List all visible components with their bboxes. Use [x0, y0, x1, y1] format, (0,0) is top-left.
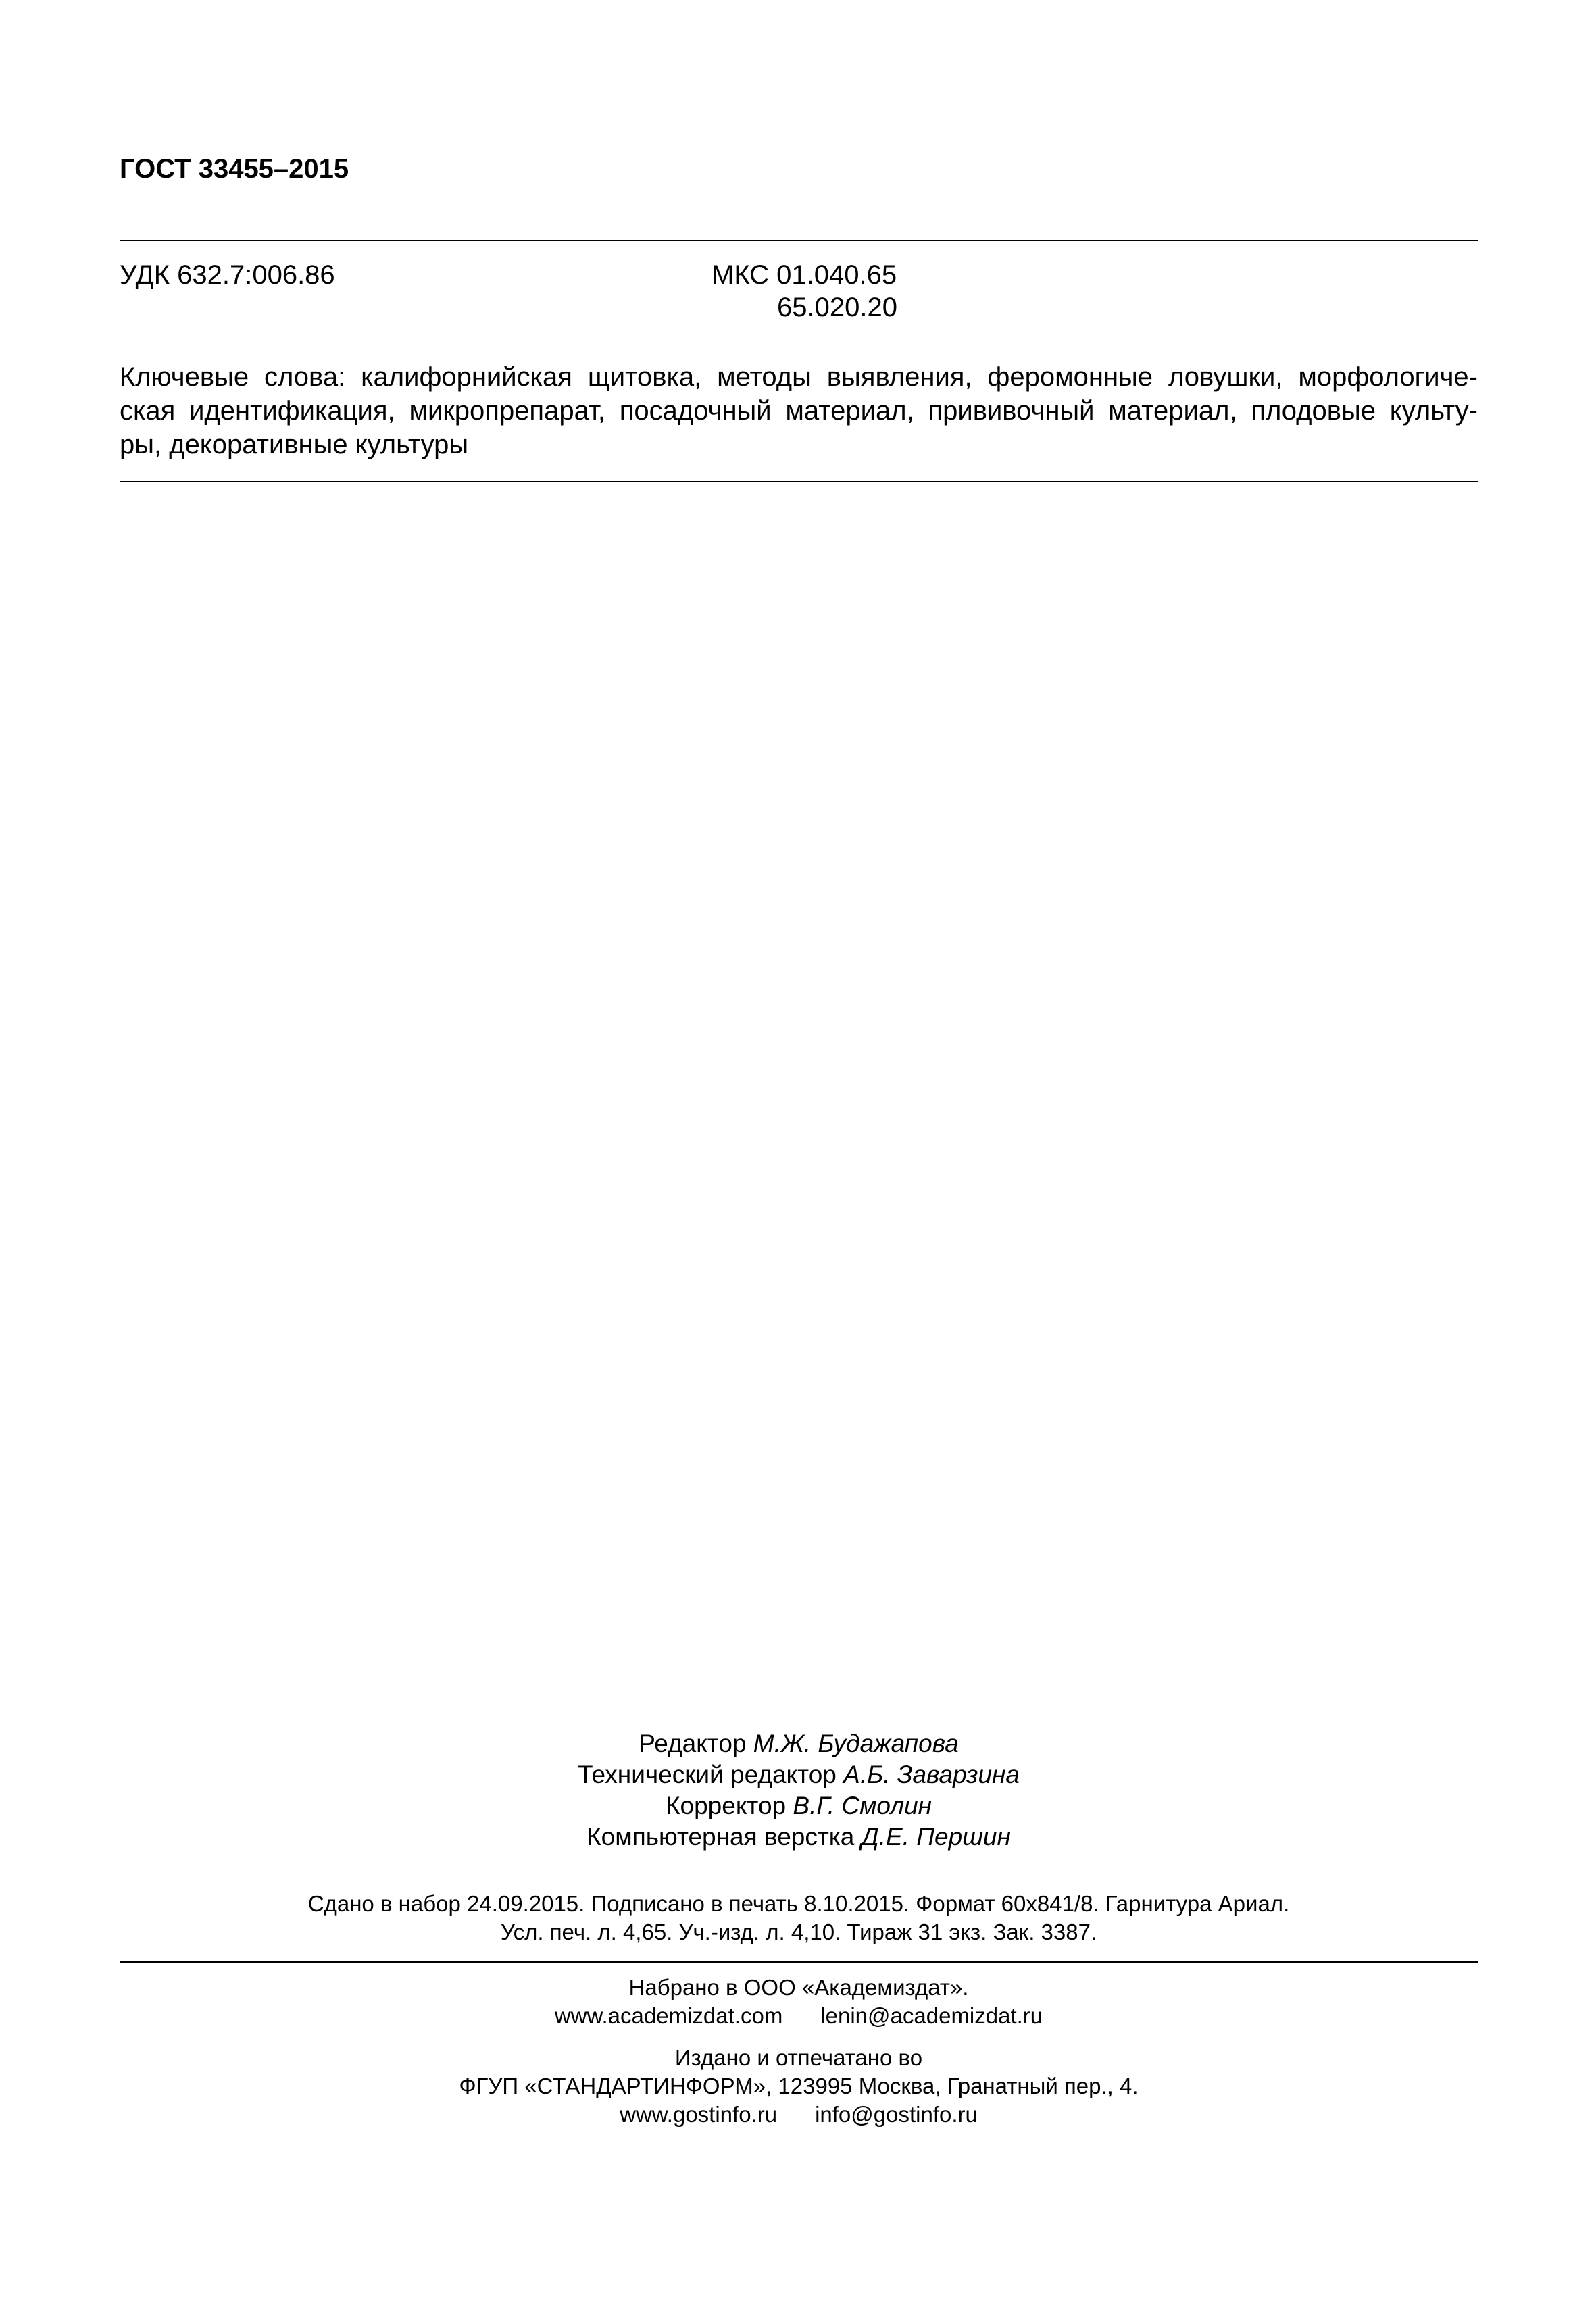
credits-block [120, 1728, 1478, 1853]
typeset-line: Набрано в ООО «Академиздат». [628, 1975, 969, 2000]
print-info-block [120, 1890, 1478, 1946]
keywords-paragraph [120, 360, 1478, 461]
typeset-contacts [120, 2002, 1478, 2030]
credit-name: М.Ж. Будажапова [753, 1730, 959, 1757]
typeset-email: lenin@academizdat.ru [820, 2003, 1043, 2028]
udk-code: УДК 632.7:006.86 [120, 260, 335, 290]
credit-editor [120, 1728, 1478, 1759]
typeset-website: www.academizdat.com [554, 2003, 783, 2028]
publisher-block [120, 2044, 1478, 2129]
mks-code-secondary: 65.020.20 [777, 293, 897, 322]
mks-code-primary: МКС 01.040.65 [712, 260, 897, 290]
keywords-line: ры, декоративные культуры [120, 430, 469, 459]
publisher-website: www.gostinfo.ru [620, 2102, 778, 2127]
credit-layout [120, 1821, 1478, 1853]
document-code: ГОСТ 33455–2015 [120, 154, 349, 184]
keywords-divider [120, 481, 1478, 482]
credit-label: Технический редактор [578, 1761, 837, 1788]
publisher-contacts [120, 2101, 1478, 2129]
credit-label: Компьютерная верстка [587, 1823, 855, 1851]
keywords-line: Ключевые слова: калифорнийская щитовка, методы выявления, феромонные ловушки, морфологиче- [120, 362, 1478, 392]
typeset-block [120, 1973, 1478, 2030]
publisher-email: info@gostinfo.ru [815, 2102, 978, 2127]
credit-tech-editor [120, 1759, 1478, 1790]
credit-name: В.Г. Смолин [793, 1792, 932, 1819]
publisher-line: Издано и отпечатано во [674, 2045, 923, 2070]
top-divider [120, 240, 1478, 241]
credit-label: Редактор [639, 1730, 747, 1757]
publisher-address: ФГУП «СТАНДАРТИНФОРМ», 123995 Москва, Гранатный пер., 4. [459, 2073, 1139, 2098]
print-info-line: Усл. печ. л. 4,65. Уч.-изд. л. 4,10. Тираж 31 экз. Зак. 3387. [500, 1919, 1097, 1944]
credit-name: Д.Е. Першин [861, 1823, 1011, 1851]
credit-name: А.Б. Заварзина [843, 1761, 1020, 1788]
print-info-line: Сдано в набор 24.09.2015. Подписано в печать 8.10.2015. Формат 60х841/8. Гарнитура Ариал. [307, 1891, 1290, 1916]
credit-proofreader [120, 1790, 1478, 1821]
footer-divider [120, 1961, 1478, 1963]
keywords-line: ская идентификация, микропрепарат, посадочный материал, прививочный материал, плодовые культу- [120, 396, 1478, 426]
credit-label: Корректор [665, 1792, 787, 1819]
